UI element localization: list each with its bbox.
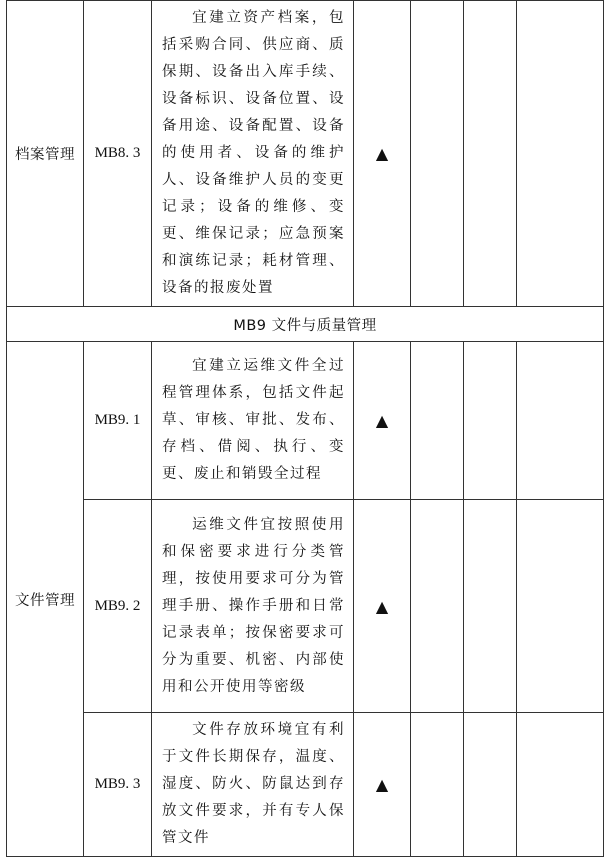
empty-cell xyxy=(517,342,604,500)
code-cell: MB9. 1 xyxy=(84,342,152,500)
empty-cell xyxy=(517,713,604,857)
requirement-text xyxy=(152,342,354,500)
empty-cell xyxy=(411,342,464,500)
empty-cell xyxy=(517,500,604,713)
requirement-text xyxy=(152,500,354,713)
applicable-mark: ▲ xyxy=(354,342,411,500)
empty-cell xyxy=(411,713,464,857)
table-row-mb9-2 xyxy=(7,500,604,713)
code-cell: MB8. 3 xyxy=(84,1,152,307)
table-row-mb9-1 xyxy=(7,342,604,500)
empty-cell xyxy=(464,713,517,857)
category-cell: 文件管理 xyxy=(7,342,84,857)
code-cell: MB9. 3 xyxy=(84,713,152,857)
empty-cell xyxy=(464,1,517,307)
requirements-table xyxy=(6,0,604,857)
section-header-row xyxy=(7,307,604,342)
requirement-text-content: 宜建立运维文件全过程管理体系，包括文件起草、审核、审批、发布、存档、借阅、执行、变更、废止和销毁全过程 xyxy=(162,358,345,482)
empty-cell xyxy=(464,342,517,500)
requirement-text-content: 宜建立资产档案，包括采购合同、供应商、质保期、设备出入库手续、设备标识、设备位置、设备用途、设备配置、设备的使用者、设备的维护人、设备维护人员的变更记录；设备的维修、变更、维保记录；应急预案和演练记录；耗材管理、设备的报废处置 xyxy=(162,10,345,296)
code-cell: MB9. 2 xyxy=(84,500,152,713)
requirement-text xyxy=(152,1,354,307)
section-title: MB9 文件与质量管理 xyxy=(7,307,604,342)
empty-cell xyxy=(464,500,517,713)
table-row-mb9-3 xyxy=(7,713,604,857)
requirement-text-content: 运维文件宜按照使用和保密要求进行分类管理，按使用要求可分为管理手册、操作手册和日常记录表单；按保密要求可分为重要、机密、内部使用和公开使用等密级 xyxy=(162,516,345,695)
applicable-mark: ▲ xyxy=(354,1,411,307)
category-cell: 档案管理 xyxy=(7,1,84,307)
empty-cell xyxy=(517,1,604,307)
applicable-mark: ▲ xyxy=(354,713,411,857)
empty-cell xyxy=(411,1,464,307)
table-row-mb8-3 xyxy=(7,1,604,307)
applicable-mark: ▲ xyxy=(354,500,411,713)
empty-cell xyxy=(411,500,464,713)
requirement-text xyxy=(152,713,354,857)
requirement-text-content: 文件存放环境宜有利于文件长期保存，温度、湿度、防火、防鼠达到存放文件要求，并有专人保管文件 xyxy=(162,722,345,846)
